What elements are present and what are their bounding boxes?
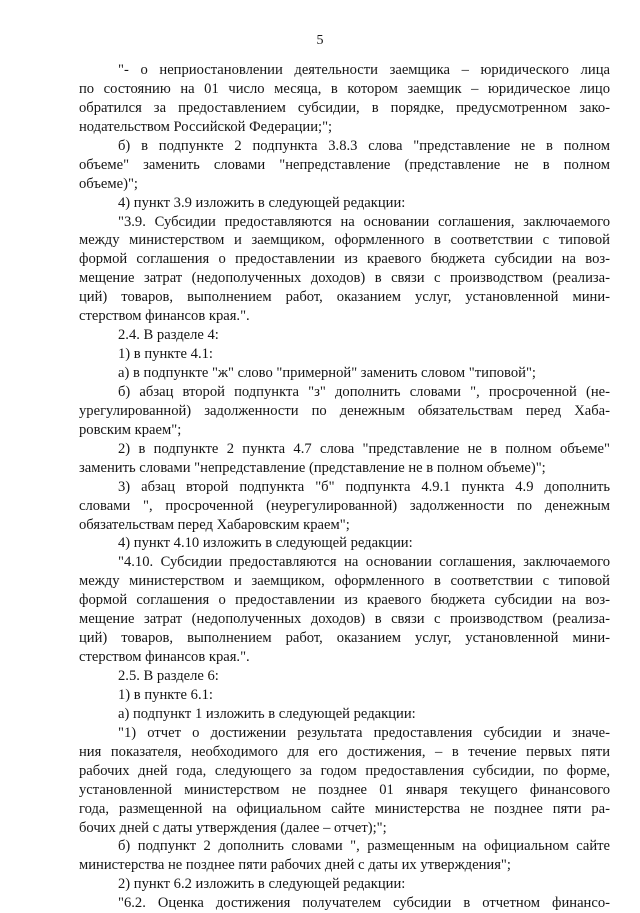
text-line: урегулированной) задолженности по денежным обязательствам перед Хаба-	[79, 402, 610, 419]
text-line: 4) пункт 3.9 изложить в следующей редакции:	[118, 194, 406, 211]
text-line: 2.4. В разделе 4:	[118, 327, 219, 344]
text-line: ций) товаров, выполнением работ, оказанием услуг, установленной мини-	[79, 289, 610, 306]
text-line: а) в подпункте "ж" слово "примерной" заменить словом "типовой";	[118, 365, 536, 381]
text-line: года, размещенной на официальном сайте министерства не позднее пяти ра-	[79, 800, 610, 817]
text-line: мещение затрат (недополученных доходов) в связи с производством (реализа-	[79, 270, 610, 287]
text-line: 2) пункт 6.2 изложить в следующей редакции:	[118, 876, 406, 893]
text-line: "3.9. Субсидии предоставляются на основании соглашения, заключаемого	[118, 213, 610, 230]
text-line: между министерством и заемщиком, оформленного в соответствии с типовой	[79, 232, 610, 249]
text-line: "- о неприостановлении деятельности заемщика – юридического лица	[118, 62, 610, 78]
text-line: стерством финансов края.".	[79, 649, 250, 666]
text-line: "4.10. Субсидии предоставляются на основании соглашения, заключаемого	[118, 554, 610, 571]
text-line: б) подпункт 2 дополнить словами ", размещенным на официальном сайте	[118, 838, 610, 855]
text-line: б) в подпункте 2 подпункта 3.8.3 слова "представление не в полном	[118, 137, 610, 154]
text-line: нодательством Российской Федерации;";	[79, 118, 333, 135]
text-line: "6.2. Оценка достижения получателем субсидии в отчетном финансо-	[118, 895, 610, 912]
text-line: "1) отчет о достижении результата предоставления субсидии и значе-	[118, 724, 610, 741]
text-line: мещение затрат (недополученных доходов) в связи с производством (реализа-	[79, 611, 610, 628]
text-line: стерством финансов края.".	[79, 308, 250, 325]
text-line: 2.5. В разделе 6:	[118, 668, 219, 684]
page-number: 5	[316, 33, 324, 48]
text-line: 4) пункт 4.10 изложить в следующей редакции:	[118, 535, 413, 552]
text-line: бочих дней с даты утверждения (далее – отчет);";	[79, 819, 387, 836]
text-line: объеме)";	[79, 175, 138, 192]
text-line: 2) в подпункте 2 пункта 4.7 слова "представление не в полном объеме"	[118, 440, 610, 457]
text-line: ций) товаров, выполнением работ, оказанием услуг, установленной мини-	[79, 630, 610, 647]
document-body	[79, 61, 610, 913]
text-line: 1) в пункте 6.1:	[118, 686, 213, 703]
text-line: обратился за предоставлением субсидии, в порядке, предусмотренном зако-	[79, 99, 610, 116]
text-line: ровским краем";	[79, 421, 182, 438]
text-line: обязательствам перед Хабаровским краем";	[79, 516, 350, 533]
text-line: заменить словами "непредставление (представление не в полном объеме)";	[79, 459, 546, 476]
text-line: а) подпункт 1 изложить в следующей редакции:	[118, 705, 416, 722]
text-line: формой соглашения о предоставлении из краевого бюджета субсидии на воз-	[79, 592, 610, 609]
text-line: 3) абзац второй подпункта "б" подпункта 4.9.1 пункта 4.9 дополнить	[118, 478, 610, 495]
text-line: ния показателя, необходимого для его достижения, – в течение первых пяти	[79, 743, 610, 760]
text-line: между министерством и заемщиком, оформленного в соответствии с типовой	[79, 573, 610, 590]
text-line: 1) в пункте 4.1:	[118, 346, 213, 363]
text-line: министерства не позднее пяти рабочих дней с даты их утверждения";	[79, 857, 511, 874]
text-line: по состоянию на 01 число месяца, в котором заемщик – юридическое лицо	[79, 80, 610, 97]
text-line: объеме" заменить словами "непредставление (представление не в полном	[79, 156, 610, 173]
text-line: б) абзац второй подпункта "з" дополнить словами ", просроченной (не-	[118, 383, 610, 400]
text-line: словами ", просроченной (неурегулированной) задолженности по денежным	[79, 497, 610, 514]
text-line: формой соглашения о предоставлении из краевого бюджета субсидии на воз-	[79, 251, 610, 268]
text-line: рабочих дней года, следующего за годом предоставления субсидии, по форме,	[79, 762, 610, 779]
text-line: установленной министерством не позднее 01 января текущего финансового	[79, 781, 610, 798]
